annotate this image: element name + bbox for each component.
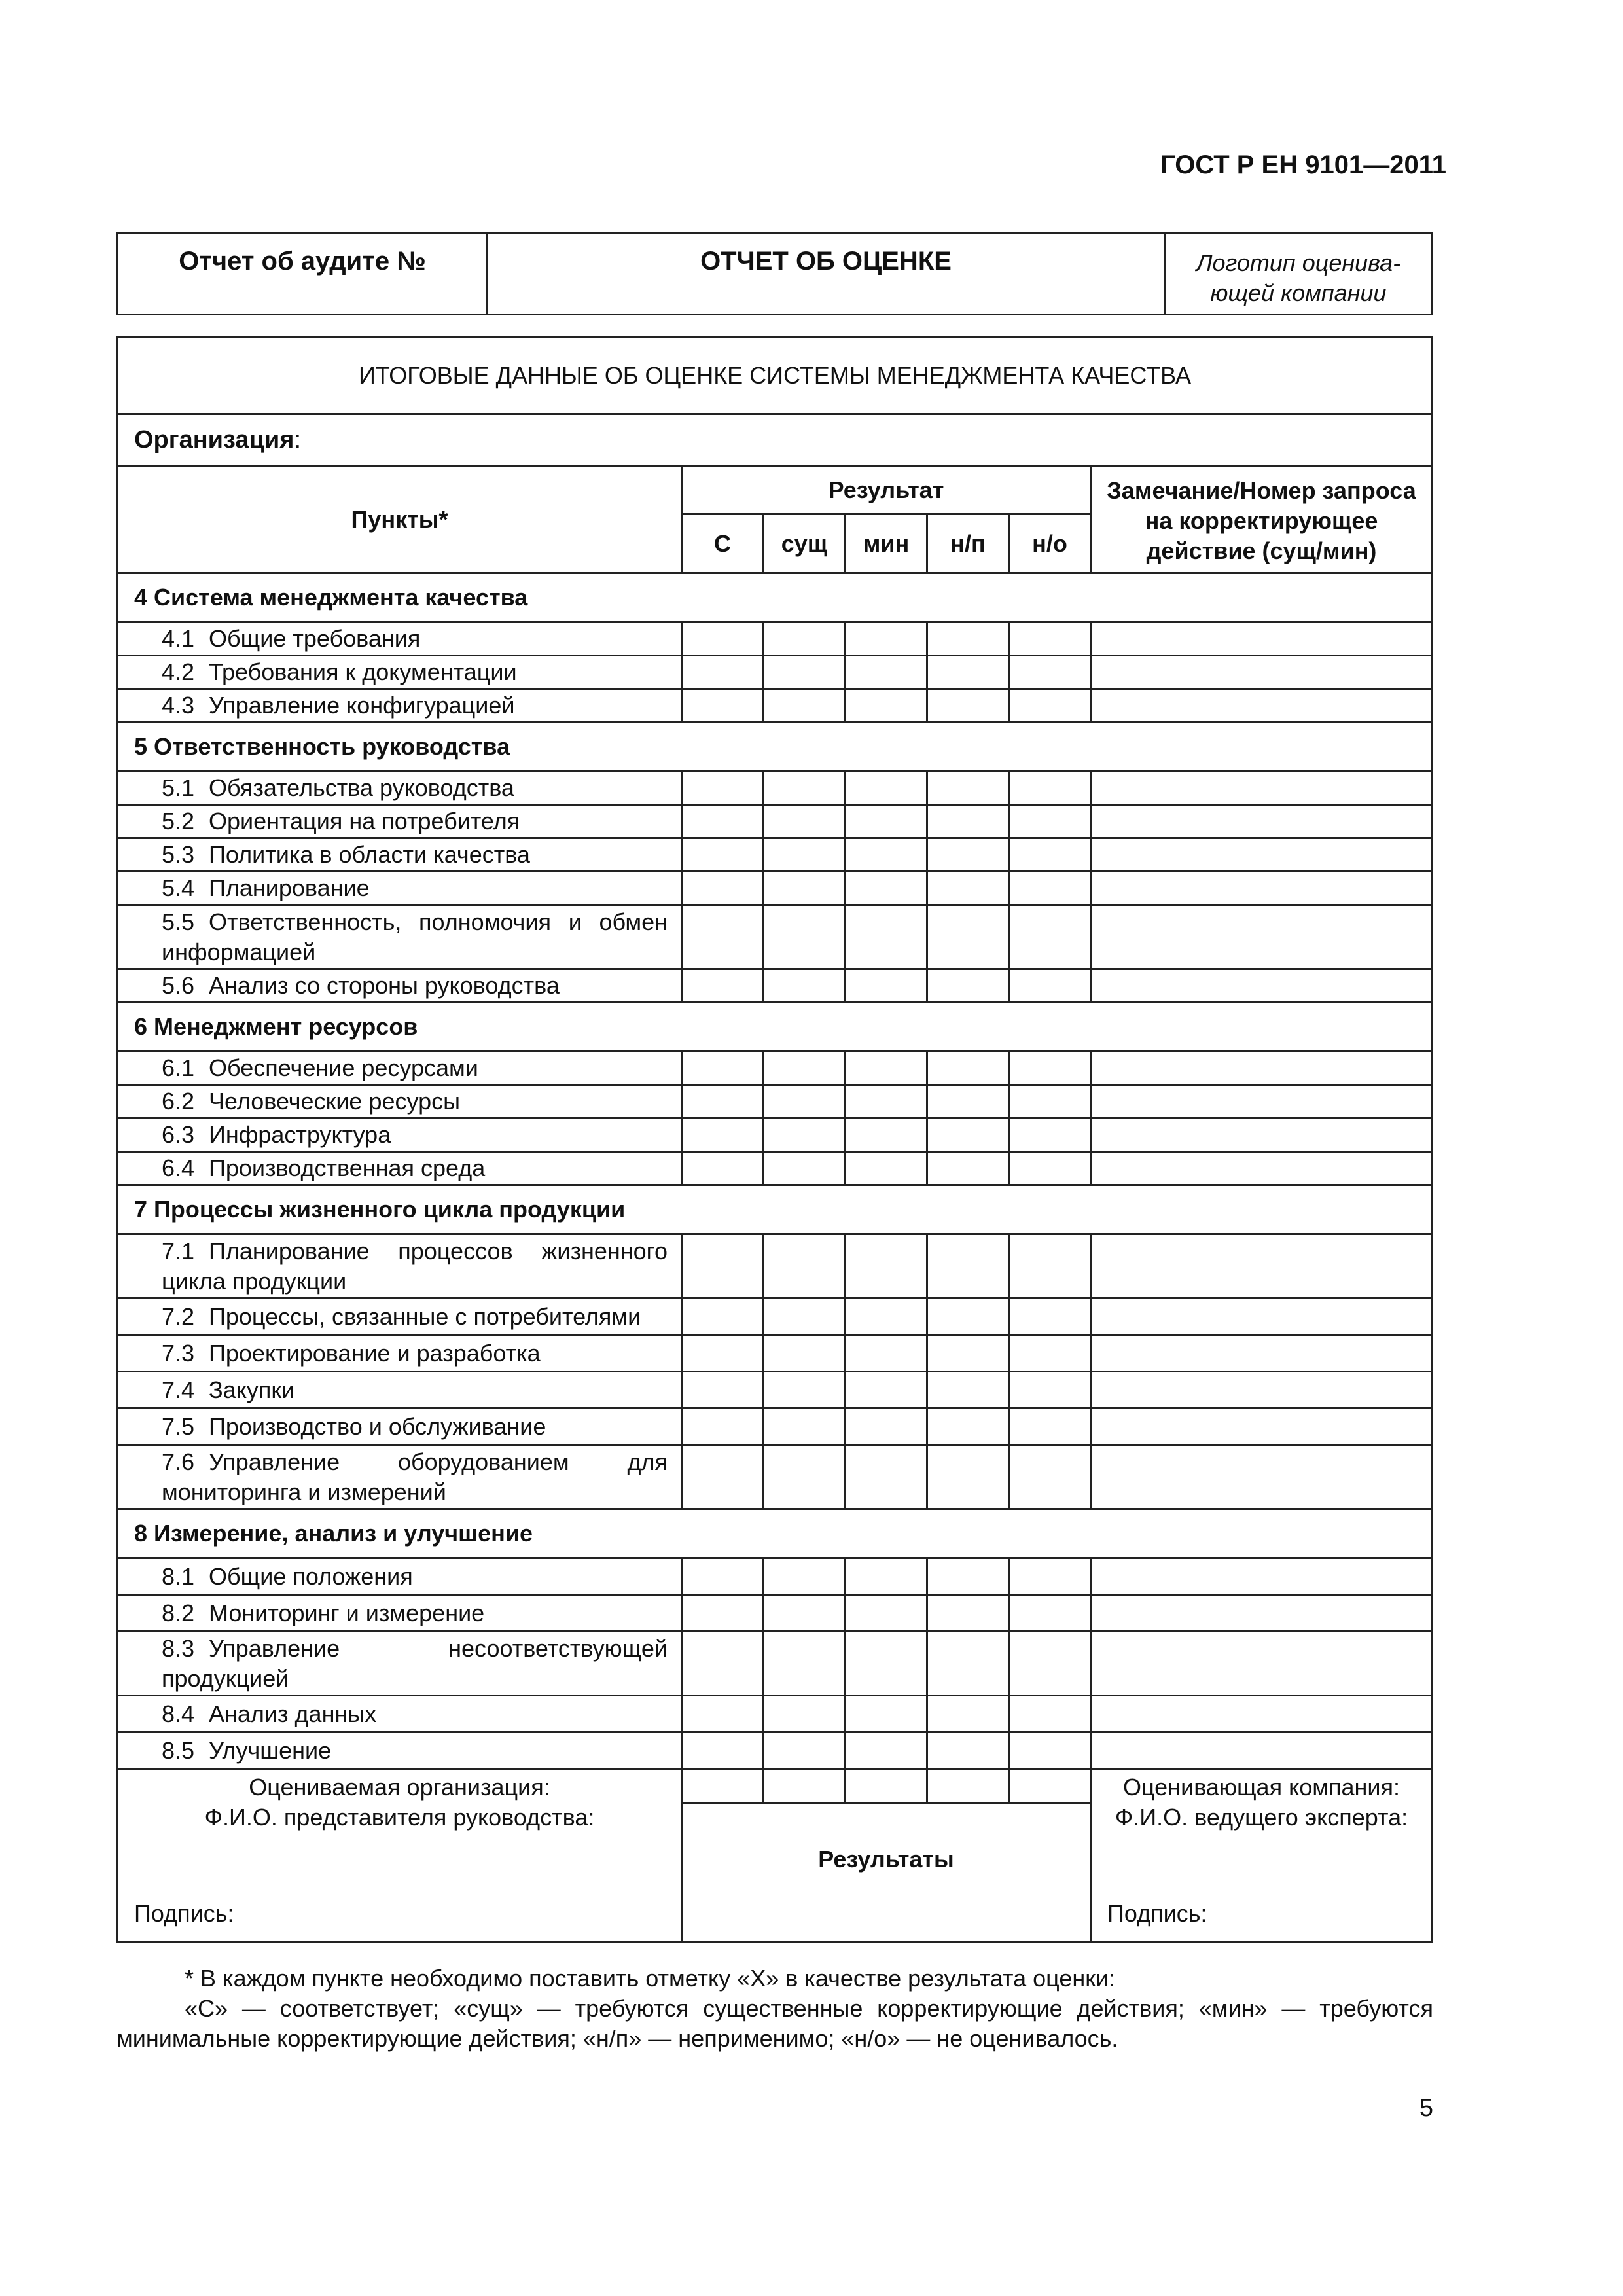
item-cell — [118, 1558, 682, 1595]
item-text: Управление несоответствующей продукцией — [162, 1634, 668, 1692]
result-mark-cell[interactable] — [846, 905, 927, 969]
result-mark-cell[interactable] — [1009, 838, 1091, 872]
table-row — [118, 1408, 1433, 1445]
table-row — [118, 969, 1433, 1003]
organization-row — [118, 414, 1433, 466]
remark-cell[interactable] — [1091, 1696, 1433, 1732]
item-cell — [118, 872, 682, 905]
result-mark-cell[interactable] — [682, 969, 764, 1003]
result-mark-cell[interactable] — [682, 1119, 764, 1152]
item-text: Управление оборудованием для мониторинга и измерений — [162, 1448, 668, 1505]
item-number: 6.4 — [162, 1155, 195, 1181]
item-number: 7.5 — [162, 1412, 195, 1440]
result-mark-cell[interactable] — [1009, 805, 1091, 838]
item-text: Человеческие ресурсы — [209, 1088, 460, 1115]
result-mark-cell[interactable] — [682, 1445, 764, 1509]
remark-cell[interactable] — [1091, 622, 1433, 656]
remark-cell[interactable] — [1091, 1445, 1433, 1509]
standard-number: ГОСТ Р ЕН 9101—2011 — [1160, 151, 1446, 179]
item-number: 8.2 — [162, 1599, 195, 1626]
remark-cell[interactable] — [1091, 1732, 1433, 1769]
result-mark-cell[interactable] — [682, 872, 764, 905]
item-cell — [118, 1052, 682, 1085]
result-mark-cell[interactable] — [764, 1119, 846, 1152]
result-mark-cell[interactable] — [682, 905, 764, 969]
result-mark-cell[interactable] — [682, 805, 764, 838]
item-text: Планирование — [209, 874, 370, 901]
item-number: 5.6 — [162, 972, 195, 999]
result-mark-cell[interactable] — [682, 1696, 764, 1732]
item-number: 7.2 — [162, 1302, 195, 1330]
item-text: Общие положения — [209, 1562, 413, 1590]
result-mark-cell[interactable] — [1009, 905, 1091, 969]
remark-cell[interactable] — [1091, 969, 1433, 1003]
result-mark-cell[interactable] — [927, 1558, 1009, 1595]
remark-cell[interactable] — [1091, 1119, 1433, 1152]
result-mark-cell[interactable] — [764, 1085, 846, 1119]
item-text: Проектирование и разработка — [209, 1339, 541, 1367]
item-cell — [118, 1152, 682, 1185]
item-text: Улучшение — [209, 1736, 332, 1764]
result-mark-cell[interactable] — [927, 1408, 1009, 1445]
table-row — [118, 1299, 1433, 1335]
table-row — [118, 1372, 1433, 1408]
item-text: Обязательства руководства — [209, 774, 514, 801]
total-result-cell[interactable] — [846, 1769, 927, 1803]
table-row — [118, 772, 1433, 805]
result-mark-cell[interactable] — [927, 1119, 1009, 1152]
item-number: 8.3 — [162, 1634, 195, 1662]
result-mark-cell[interactable] — [1009, 1372, 1091, 1408]
item-number: 7.1 — [162, 1237, 195, 1265]
result-mark-cell[interactable] — [682, 622, 764, 656]
result-mark-cell[interactable] — [927, 772, 1009, 805]
result-mark-cell[interactable] — [927, 1632, 1009, 1696]
result-mark-cell[interactable] — [682, 1595, 764, 1632]
result-mark-cell[interactable] — [927, 689, 1009, 723]
remark-header-line-2: на корректирующее — [1145, 507, 1378, 534]
item-number: 6.1 — [162, 1054, 195, 1081]
result-mark-cell[interactable] — [764, 622, 846, 656]
item-text: Анализ со стороны руководства — [209, 972, 560, 999]
section-heading: 6 Менеджмент ресурсов — [118, 1003, 1433, 1052]
table-row — [118, 622, 1433, 656]
result-mark-cell[interactable] — [846, 1372, 927, 1408]
item-number: 4.1 — [162, 625, 195, 652]
item-text: Мониторинг и измерение — [209, 1599, 485, 1626]
item-cell — [118, 969, 682, 1003]
remark-cell[interactable] — [1091, 1372, 1433, 1408]
section-heading: 8 Измерение, анализ и улучшение — [118, 1509, 1433, 1558]
item-cell — [118, 1408, 682, 1445]
result-mark-cell[interactable] — [682, 1299, 764, 1335]
table-row — [118, 1558, 1433, 1595]
footnote — [116, 1964, 1433, 2054]
result-mark-cell[interactable] — [846, 805, 927, 838]
result-mark-cell[interactable] — [764, 1732, 846, 1769]
item-cell — [118, 1696, 682, 1732]
remark-column-header — [1091, 466, 1433, 573]
result-mark-cell[interactable] — [764, 1632, 846, 1696]
item-cell — [118, 1595, 682, 1632]
item-number: 8.1 — [162, 1562, 195, 1590]
result-mark-cell[interactable] — [1009, 1408, 1091, 1445]
table-row — [118, 1445, 1433, 1509]
report-title-cell: ОТЧЕТ ОБ ОЦЕНКЕ — [488, 233, 1165, 315]
item-number: 6.2 — [162, 1088, 195, 1115]
assessed-org-label: Оцениваемая организация: — [249, 1774, 550, 1801]
result-mark-cell[interactable] — [764, 1595, 846, 1632]
result-mark-cell[interactable] — [682, 1408, 764, 1445]
result-mark-cell[interactable] — [927, 805, 1009, 838]
logo-line-2: ющей компании — [1210, 279, 1387, 306]
result-mark-cell[interactable] — [927, 1234, 1009, 1299]
assessing-company-label: Оценивающая компания: — [1122, 1774, 1400, 1801]
result-mark-cell[interactable] — [764, 656, 846, 689]
lead-expert-label: Ф.И.О. ведущего эксперта: — [1115, 1804, 1408, 1831]
table-row — [118, 1119, 1433, 1152]
result-mark-cell[interactable] — [927, 1595, 1009, 1632]
item-cell — [118, 1119, 682, 1152]
result-mark-cell[interactable] — [764, 1445, 846, 1509]
result-mark-cell[interactable] — [764, 872, 846, 905]
remark-cell[interactable] — [1091, 838, 1433, 872]
result-mark-cell[interactable] — [1009, 1299, 1091, 1335]
item-number: 7.4 — [162, 1376, 195, 1403]
result-mark-cell[interactable] — [927, 1696, 1009, 1732]
item-number: 4.3 — [162, 692, 195, 719]
result-mark-cell[interactable] — [682, 1085, 764, 1119]
remark-cell[interactable] — [1091, 905, 1433, 969]
result-mark-cell[interactable] — [1009, 1632, 1091, 1696]
item-text: Общие требования — [209, 625, 421, 652]
result-mark-cell[interactable] — [1009, 1558, 1091, 1595]
remark-cell[interactable] — [1091, 1632, 1433, 1696]
result-col-np: н/п — [927, 514, 1009, 573]
result-mark-cell[interactable] — [1009, 1085, 1091, 1119]
result-mark-cell[interactable] — [927, 1299, 1009, 1335]
result-mark-cell[interactable] — [682, 1234, 764, 1299]
result-mark-cell[interactable] — [764, 1052, 846, 1085]
result-mark-cell[interactable] — [846, 1152, 927, 1185]
table-row — [118, 1595, 1433, 1632]
item-cell — [118, 1732, 682, 1769]
result-mark-cell[interactable] — [846, 872, 927, 905]
result-mark-cell[interactable] — [927, 838, 1009, 872]
item-number: 8.4 — [162, 1700, 195, 1727]
result-mark-cell[interactable] — [846, 772, 927, 805]
table-title: ИТОГОВЫЕ ДАННЫЕ ОБ ОЦЕНКЕ СИСТЕМЫ МЕНЕДЖМЕНТА КАЧЕСТВА — [118, 338, 1433, 414]
remark-cell[interactable] — [1091, 656, 1433, 689]
result-mark-cell[interactable] — [846, 1408, 927, 1445]
result-column-header: Результат — [682, 466, 1091, 514]
table-row — [118, 1085, 1433, 1119]
logo-placeholder-cell — [1165, 233, 1433, 315]
item-cell — [118, 772, 682, 805]
remark-cell[interactable] — [1091, 1052, 1433, 1085]
assessing-company-block — [1091, 1769, 1433, 1942]
footnote-line-1: * В каждом пункте необходимо поставить отметку «Х» в качестве результата оценки: — [185, 1965, 1116, 1992]
result-mark-cell[interactable] — [764, 1299, 846, 1335]
result-mark-cell[interactable] — [682, 838, 764, 872]
item-cell — [118, 622, 682, 656]
item-cell — [118, 1299, 682, 1335]
footnote-line-2: «С» — соответствует; «сущ» — требуются существенные корректирующие действия; «мин» — требуются минимальные корректирующие действия; «н/п» — неприменимо; «н/о» — не оценивалось. — [116, 1995, 1433, 2052]
page-number: 5 — [1419, 2094, 1433, 2122]
item-cell — [118, 1445, 682, 1509]
result-mark-cell[interactable] — [846, 1632, 927, 1696]
item-cell — [118, 1372, 682, 1408]
result-mark-cell[interactable] — [682, 1152, 764, 1185]
result-mark-cell[interactable] — [682, 1732, 764, 1769]
item-number: 5.4 — [162, 874, 195, 901]
item-cell — [118, 1085, 682, 1119]
result-mark-cell[interactable] — [682, 1558, 764, 1595]
item-number: 8.5 — [162, 1736, 195, 1764]
result-mark-cell[interactable] — [846, 689, 927, 723]
result-mark-cell[interactable] — [927, 1732, 1009, 1769]
result-mark-cell[interactable] — [846, 969, 927, 1003]
item-number: 5.5 — [162, 908, 195, 935]
result-mark-cell[interactable] — [682, 772, 764, 805]
result-mark-cell[interactable] — [1009, 656, 1091, 689]
result-mark-cell[interactable] — [1009, 1696, 1091, 1732]
item-cell — [118, 656, 682, 689]
table-row — [118, 905, 1433, 969]
item-cell — [118, 1335, 682, 1372]
result-mark-cell[interactable] — [1009, 1152, 1091, 1185]
item-text: Планирование процессов жизненного цикла продукции — [162, 1237, 668, 1295]
result-mark-cell[interactable] — [846, 1299, 927, 1335]
items-column-header: Пункты* — [118, 466, 682, 573]
result-mark-cell[interactable] — [1009, 622, 1091, 656]
audit-report-number-cell: Отчет об аудите № — [118, 233, 488, 315]
result-mark-cell[interactable] — [764, 1372, 846, 1408]
remark-cell[interactable] — [1091, 805, 1433, 838]
result-mark-cell[interactable] — [846, 1052, 927, 1085]
item-cell — [118, 838, 682, 872]
item-number: 4.2 — [162, 658, 195, 685]
table-row — [118, 1152, 1433, 1185]
result-mark-cell[interactable] — [1009, 1445, 1091, 1509]
result-mark-cell[interactable] — [846, 1335, 927, 1372]
table-row — [118, 1234, 1433, 1299]
section-heading: 5 Ответственность руководства — [118, 723, 1433, 772]
table-row — [118, 1335, 1433, 1372]
remark-cell[interactable] — [1091, 1408, 1433, 1445]
item-number: 5.3 — [162, 841, 195, 868]
result-mark-cell[interactable] — [927, 656, 1009, 689]
result-mark-cell[interactable] — [682, 1052, 764, 1085]
item-number: 5.1 — [162, 774, 195, 801]
item-cell — [118, 1234, 682, 1299]
result-mark-cell[interactable] — [927, 872, 1009, 905]
result-mark-cell[interactable] — [682, 1632, 764, 1696]
signature-right: Подпись: — [1107, 1900, 1207, 1927]
item-text: Процессы, связанные с потребителями — [209, 1302, 641, 1330]
result-mark-cell[interactable] — [846, 656, 927, 689]
report-header-table — [116, 232, 1433, 315]
section-heading: 4 Система менеджмента качества — [118, 573, 1433, 622]
result-mark-cell[interactable] — [846, 1234, 927, 1299]
result-mark-cell[interactable] — [846, 1696, 927, 1732]
result-mark-cell[interactable] — [764, 1558, 846, 1595]
result-mark-cell[interactable] — [764, 1234, 846, 1299]
assessed-org-rep-label: Ф.И.О. представителя руководства: — [204, 1804, 595, 1831]
remark-cell[interactable] — [1091, 1299, 1433, 1335]
result-col-min: мин — [846, 514, 927, 573]
section-heading: 7 Процессы жизненного цикла продукции — [118, 1185, 1433, 1234]
result-mark-cell[interactable] — [846, 1558, 927, 1595]
result-mark-cell[interactable] — [846, 1119, 927, 1152]
total-result-cell[interactable] — [1009, 1769, 1091, 1803]
signature-left: Подпись: — [134, 1900, 234, 1927]
result-mark-cell[interactable] — [764, 1408, 846, 1445]
result-mark-cell[interactable] — [1009, 1335, 1091, 1372]
logo-line-1: Логотип оценива- — [1196, 249, 1401, 276]
result-mark-cell[interactable] — [1009, 1595, 1091, 1632]
result-mark-cell[interactable] — [1009, 1119, 1091, 1152]
result-mark-cell[interactable] — [927, 1335, 1009, 1372]
result-mark-cell[interactable] — [846, 838, 927, 872]
item-text: Обеспечение ресурсами — [209, 1054, 478, 1081]
remark-cell[interactable] — [1091, 1085, 1433, 1119]
item-number: 7.6 — [162, 1448, 195, 1475]
table-row — [118, 1696, 1433, 1732]
item-number: 6.3 — [162, 1121, 195, 1148]
total-result-cell[interactable] — [682, 1769, 764, 1803]
remark-cell[interactable] — [1091, 872, 1433, 905]
table-row — [118, 1632, 1433, 1696]
result-mark-cell[interactable] — [846, 622, 927, 656]
result-mark-cell[interactable] — [927, 905, 1009, 969]
remark-cell[interactable] — [1091, 1558, 1433, 1595]
item-number: 7.3 — [162, 1339, 195, 1367]
item-text: Анализ данных — [209, 1700, 377, 1727]
remark-header-line-3: действие (сущ/мин) — [1146, 537, 1377, 564]
result-mark-cell[interactable] — [927, 1372, 1009, 1408]
result-mark-cell[interactable] — [764, 772, 846, 805]
organization-colon: : — [294, 425, 302, 454]
result-mark-cell[interactable] — [764, 689, 846, 723]
results-label: Результаты — [682, 1803, 1091, 1942]
result-mark-cell[interactable] — [682, 1372, 764, 1408]
remark-cell[interactable] — [1091, 689, 1433, 723]
result-mark-cell[interactable] — [1009, 1052, 1091, 1085]
result-mark-cell[interactable] — [764, 1696, 846, 1732]
item-cell — [118, 1632, 682, 1696]
item-text: Ответственность, полномочия и обмен информацией — [162, 908, 668, 965]
assessment-summary-table — [116, 336, 1433, 1943]
table-row — [118, 1052, 1433, 1085]
table-row — [118, 689, 1433, 723]
result-mark-cell[interactable] — [927, 969, 1009, 1003]
result-mark-cell[interactable] — [1009, 1234, 1091, 1299]
item-text: Производство и обслуживание — [209, 1412, 546, 1440]
result-mark-cell[interactable] — [927, 1052, 1009, 1085]
result-mark-cell[interactable] — [764, 905, 846, 969]
organization-label: Организация — [134, 425, 294, 454]
result-mark-cell[interactable] — [927, 622, 1009, 656]
table-row — [118, 872, 1433, 905]
result-mark-cell[interactable] — [927, 1152, 1009, 1185]
result-mark-cell[interactable] — [846, 1445, 927, 1509]
result-mark-cell[interactable] — [682, 656, 764, 689]
total-result-cell[interactable] — [764, 1769, 846, 1803]
item-text: Инфраструктура — [209, 1121, 391, 1148]
result-mark-cell[interactable] — [1009, 1732, 1091, 1769]
table-row — [118, 805, 1433, 838]
remark-header-line-1: Замечание/Номер запроса — [1107, 476, 1416, 504]
result-mark-cell[interactable] — [927, 1445, 1009, 1509]
result-mark-cell[interactable] — [764, 1152, 846, 1185]
remark-cell[interactable] — [1091, 1234, 1433, 1299]
item-cell — [118, 805, 682, 838]
item-text: Управление конфигурацией — [209, 692, 515, 719]
result-col-no: н/о — [1009, 514, 1091, 573]
item-cell — [118, 905, 682, 969]
item-text: Требования к документации — [209, 658, 517, 685]
item-text: Политика в области качества — [209, 841, 530, 868]
result-mark-cell[interactable] — [764, 969, 846, 1003]
table-row — [118, 1732, 1433, 1769]
result-mark-cell[interactable] — [1009, 969, 1091, 1003]
item-text: Ориентация на потребителя — [209, 808, 520, 834]
assessed-organization-block — [118, 1769, 682, 1942]
item-number: 5.2 — [162, 808, 195, 834]
table-row — [118, 838, 1433, 872]
table-row — [118, 656, 1433, 689]
remark-cell[interactable] — [1091, 1152, 1433, 1185]
result-mark-cell[interactable] — [846, 1085, 927, 1119]
remark-cell[interactable] — [1091, 772, 1433, 805]
result-mark-cell[interactable] — [682, 689, 764, 723]
result-mark-cell[interactable] — [764, 838, 846, 872]
result-mark-cell[interactable] — [682, 1335, 764, 1372]
result-mark-cell[interactable] — [764, 805, 846, 838]
remark-cell[interactable] — [1091, 1335, 1433, 1372]
item-text: Закупки — [209, 1376, 295, 1403]
item-text: Производственная среда — [209, 1155, 486, 1181]
result-mark-cell[interactable] — [764, 1335, 846, 1372]
item-cell — [118, 689, 682, 723]
result-col-c: С — [682, 514, 764, 573]
result-mark-cell[interactable] — [1009, 689, 1091, 723]
remark-cell[interactable] — [1091, 1595, 1433, 1632]
result-mark-cell[interactable] — [927, 1085, 1009, 1119]
result-mark-cell[interactable] — [1009, 772, 1091, 805]
result-mark-cell[interactable] — [846, 1732, 927, 1769]
result-col-sushch: сущ — [764, 514, 846, 573]
total-result-cell[interactable] — [927, 1769, 1009, 1803]
result-mark-cell[interactable] — [1009, 872, 1091, 905]
result-mark-cell[interactable] — [846, 1595, 927, 1632]
